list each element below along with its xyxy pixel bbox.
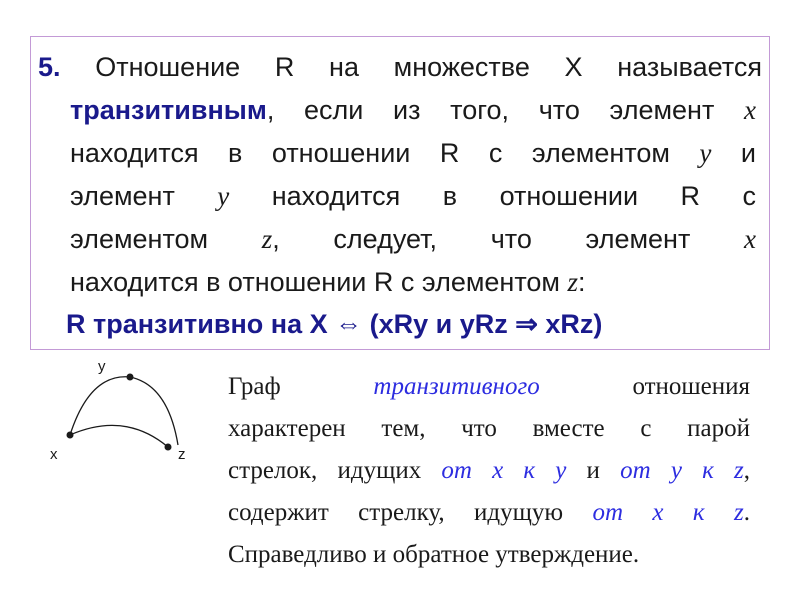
definition-text-4a: элемент (70, 181, 218, 211)
node-z (165, 444, 172, 451)
definition-text-6a: находится в отношении R с элементом (70, 267, 568, 297)
desc-hl-y-to-z: от y к z (620, 457, 744, 484)
desc-text-1a: Граф (228, 373, 281, 400)
arc-y-to-z (130, 377, 178, 445)
desc-line-4 (228, 492, 750, 534)
arc-x-to-z (70, 425, 168, 447)
desc-text-4end: . (743, 499, 750, 526)
definition-text-5b: , следует, что элемент (272, 224, 745, 254)
term-transitive: транзитивным (70, 95, 267, 125)
desc-term-transitive: транзитивного (373, 373, 540, 400)
node-label-z: z (178, 446, 186, 463)
definition-text-5a: элементом (70, 224, 262, 254)
definition-line-1 (38, 46, 762, 89)
node-label-x: x (50, 446, 58, 463)
desc-hl-x-to-y: от x к y (441, 457, 567, 484)
node-x (67, 432, 74, 439)
var-x: x (744, 224, 756, 254)
desc-text-1b: отношения (632, 373, 751, 400)
desc-text-4a: содержит стрелку, идущую (228, 499, 593, 526)
definition-line-5 (38, 218, 762, 261)
desc-text-3end: , (743, 457, 750, 484)
definition-text-1: Отношение R на множестве X называется (95, 52, 762, 82)
desc-text-3mid: и (566, 457, 621, 484)
transitive-graph (30, 355, 230, 485)
definition-number: 5. (38, 52, 61, 82)
definition-line-6 (38, 261, 762, 304)
var-z: z (261, 224, 273, 254)
definition-text-4b: находится в отношении R с (229, 181, 756, 211)
var-y: y (217, 181, 230, 211)
desc-line-5: Справедливо и обратное утверждение. (228, 541, 640, 568)
var-x: x (744, 95, 756, 125)
definition-line-2 (38, 89, 762, 132)
node-y (127, 374, 134, 381)
definition-line-4 (38, 175, 762, 218)
desc-line-1 (228, 366, 750, 408)
transitivity-formula: R транзитивно на X ⇔ (xRy и yRz ⇒ xRz) (66, 309, 603, 339)
definition-line-3 (38, 132, 762, 175)
var-z: z (567, 267, 578, 297)
var-y: y (699, 138, 712, 168)
desc-line-3 (228, 450, 750, 492)
graph-description (228, 366, 750, 576)
definition-text-2: , если из того, что элемент (266, 95, 745, 125)
definition-text-3a: находится в отношении R с элементом (70, 138, 700, 168)
node-label-y: y (98, 358, 106, 375)
desc-line-2: характерен тем, что вместе с парой (228, 415, 750, 442)
definition-text-3b: и (711, 138, 756, 168)
definition-block (38, 46, 762, 304)
desc-text-3a: стрелок, идущих (228, 457, 442, 484)
definition-text-6b: : (578, 267, 586, 297)
desc-hl-x-to-z: от x к z (592, 499, 744, 526)
